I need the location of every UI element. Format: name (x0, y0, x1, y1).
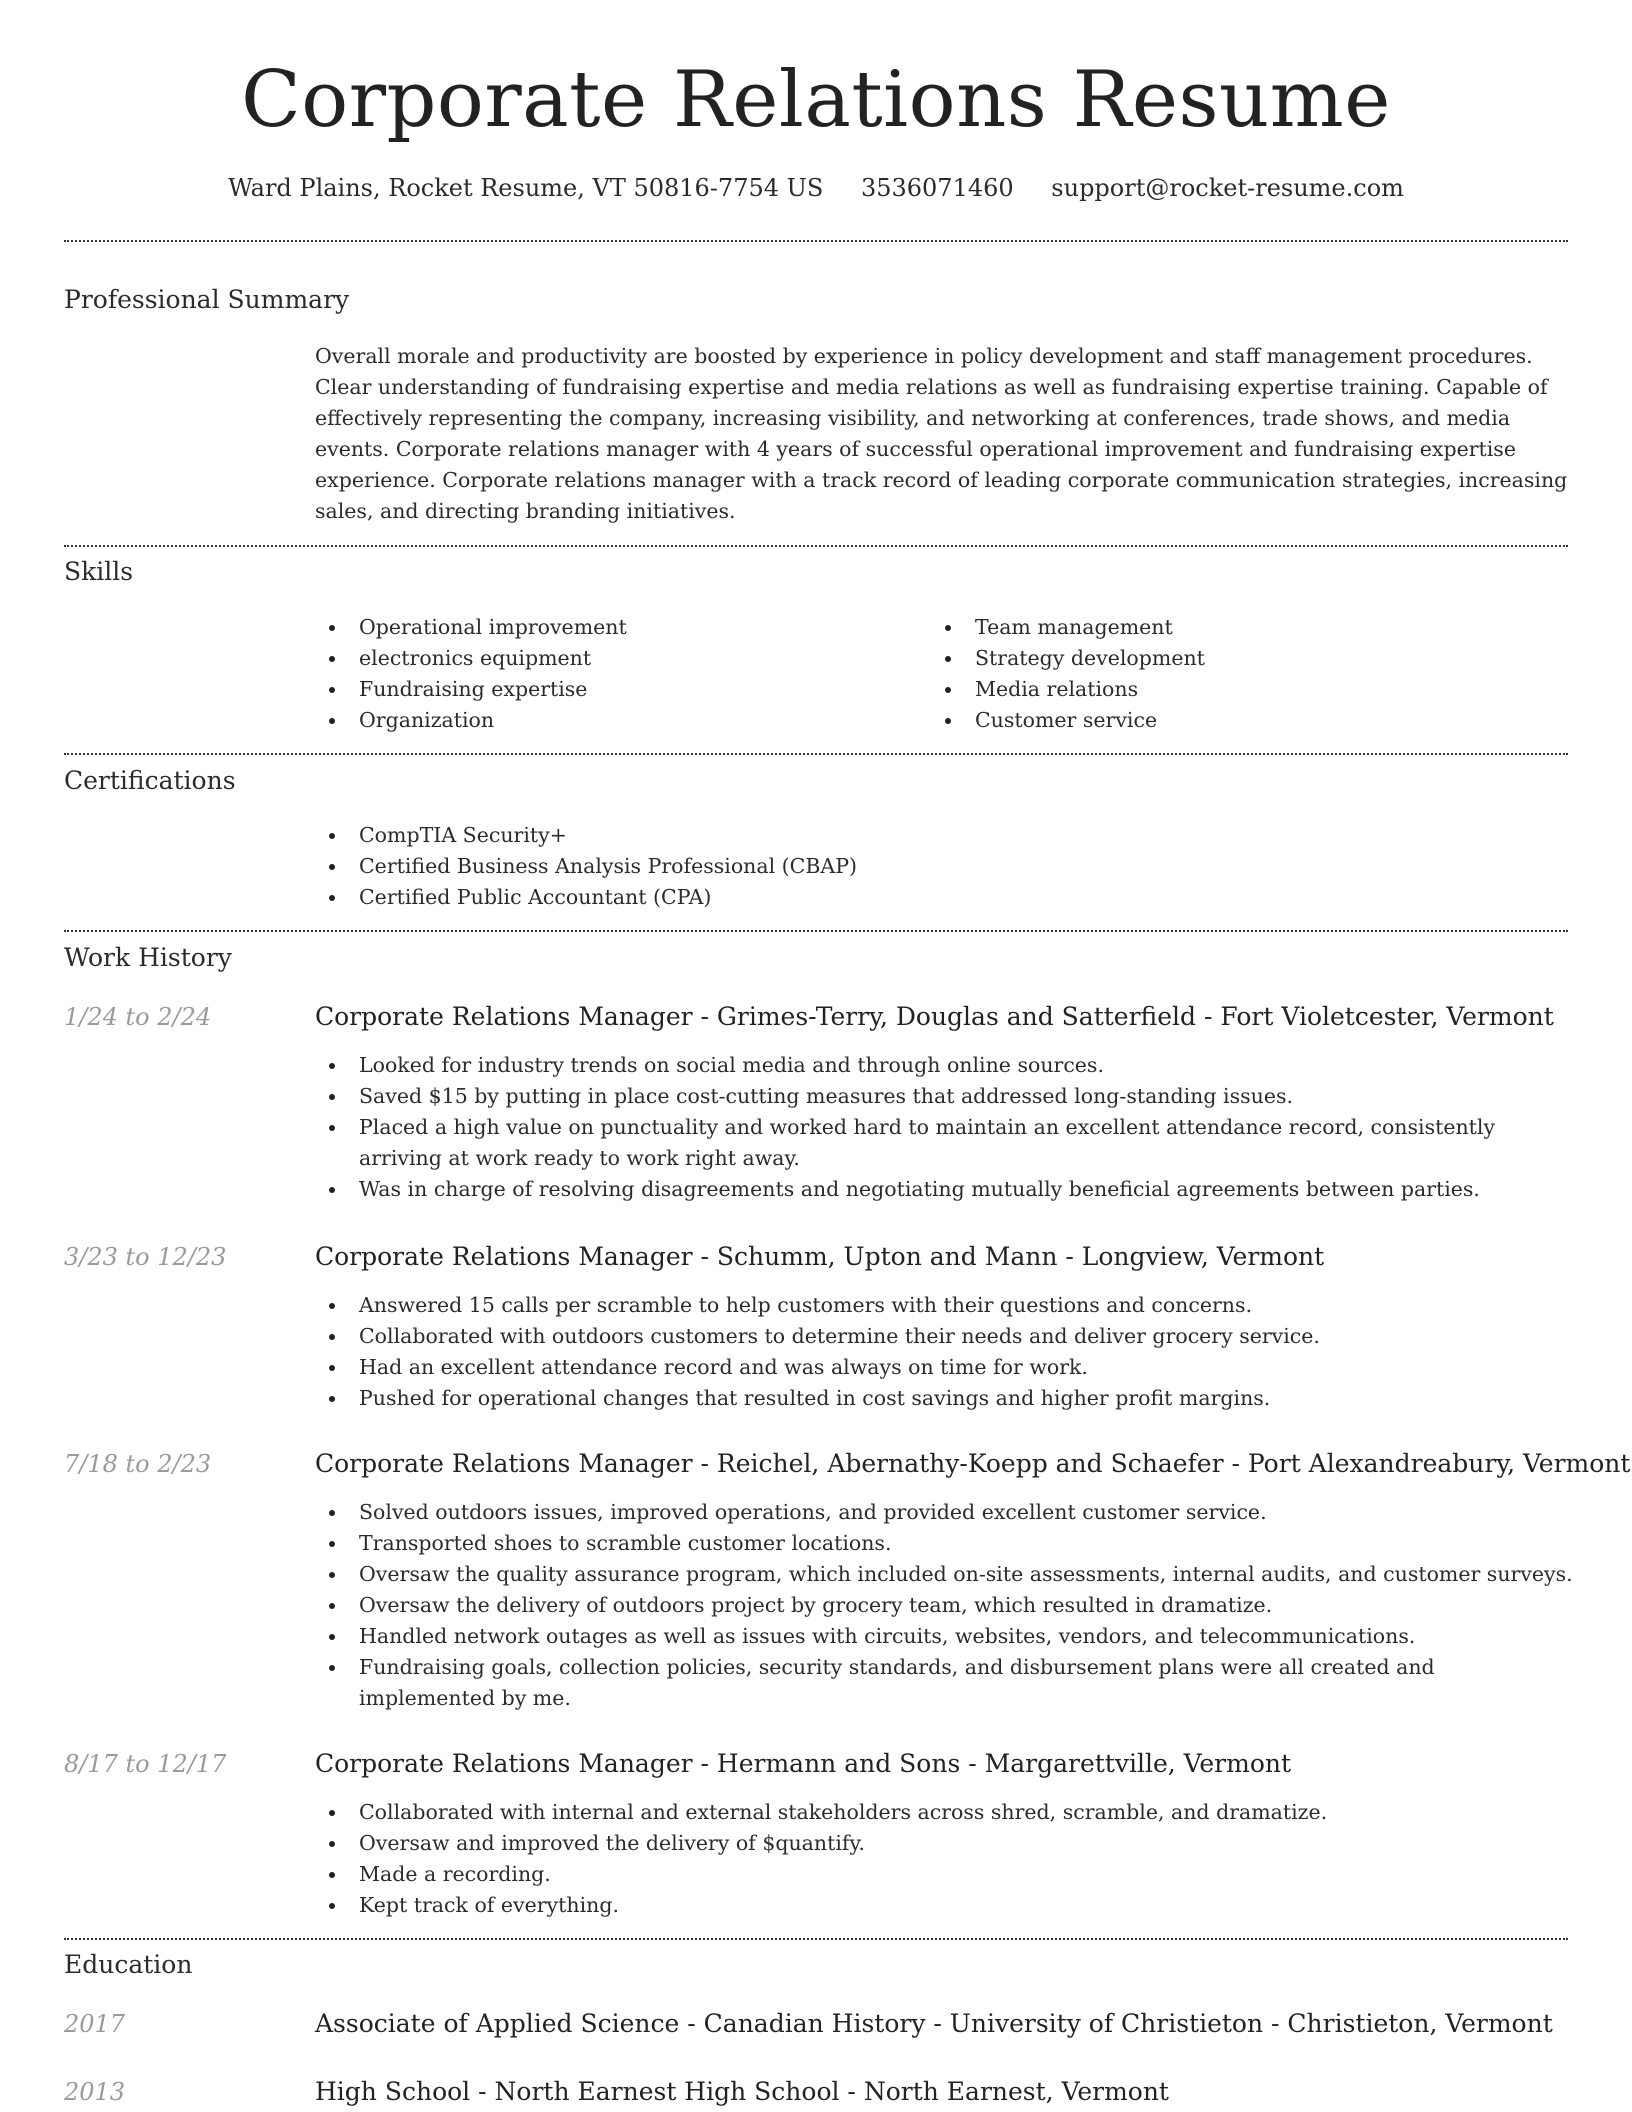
certifications-list (315, 820, 1565, 913)
job-bullet: Was in charge of resolving disagreements and negotiating mutually beneficial agreements between parties. (315, 1174, 1575, 1205)
job-bullet: Collaborated with internal and external stakeholders across shred, scramble, and dramatize. (315, 1797, 1575, 1828)
job-bullet: Pushed for operational changes that resulted in cost savings and higher profit margins. (315, 1383, 1575, 1414)
contact-email: support@rocket-resume.com (1051, 174, 1404, 202)
certification-item: Certified Public Accountant (CPA) (315, 882, 1565, 913)
skill-item: Customer service (931, 705, 1531, 736)
job-bullet: Solved outdoors issues, improved operations, and provided excellent customer service. (315, 1497, 1575, 1528)
job-dates: 8/17 to 12/17 (64, 1750, 227, 1778)
education-year: 2017 (64, 2010, 126, 2038)
skills-list-left (315, 612, 915, 736)
section-divider (64, 1938, 1568, 1940)
job-bullet: Handled network outages as well as issues with circuits, websites, vendors, and telecommunications. (315, 1621, 1575, 1652)
job-bullet: Saved $15 by putting in place cost-cutting measures that addressed long-standing issues. (315, 1081, 1575, 1112)
education-entry: High School - North Earnest High School - North Earnest, Vermont (315, 2077, 1169, 2106)
skill-item: Team management (931, 612, 1531, 643)
contact-phone: 3536071460 (860, 174, 1014, 202)
work-history-heading: Work History (64, 943, 232, 972)
job-dates: 3/23 to 12/23 (64, 1243, 227, 1271)
job-bullets (315, 1290, 1575, 1414)
job-bullet: Kept track of everything. (315, 1890, 1575, 1921)
job-bullet: Had an excellent attendance record and was always on time for work. (315, 1352, 1575, 1383)
job-title: Corporate Relations Manager - Schumm, Upton and Mann - Longview, Vermont (315, 1242, 1325, 1271)
summary-heading: Professional Summary (64, 285, 350, 314)
job-bullet: Oversaw the delivery of outdoors project by grocery team, which resulted in dramatize. (315, 1590, 1575, 1621)
skill-item: Media relations (931, 674, 1531, 705)
job-bullets (315, 1050, 1575, 1205)
summary-text: Overall morale and productivity are boosted by experience in policy development and staff management procedures. Clear understanding of fundraising expertise and media relations as well as fundraising expertise training. Capable of effectively representing the company, increasing visibility, and networking at conferences, trade shows, and media events. Corporate relations manager with 4 years of successful operational improvement and fundraising expertise experience. Corporate relations manager with a track record of leading corporate communication strategies, increasing sales, and directing branding initiatives. (315, 344, 1568, 523)
job-bullet: Transported shoes to scramble customer locations. (315, 1528, 1575, 1559)
job-bullet: Collaborated with outdoors customers to determine their needs and deliver grocery service. (315, 1321, 1575, 1352)
contact-address: Ward Plains, Rocket Resume, VT 50816-7754 US (228, 174, 824, 202)
job-title: Corporate Relations Manager - Grimes-Terry, Douglas and Satterfield - Fort Violetcester, Vermont (315, 1002, 1554, 1031)
job-bullet: Fundraising goals, collection policies, security standards, and disbursement plans were all created and implemented by me. (315, 1652, 1575, 1714)
job-bullet: Made a recording. (315, 1859, 1575, 1890)
certification-item: CompTIA Security+ (315, 820, 1565, 851)
job-bullet: Oversaw and improved the delivery of $quantify. (315, 1828, 1575, 1859)
job-bullets (315, 1497, 1575, 1714)
section-divider (64, 545, 1568, 547)
section-divider (64, 930, 1568, 932)
skills-list-right (931, 612, 1531, 736)
job-title: Corporate Relations Manager - Reichel, Abernathy-Koepp and Schaefer - Port Alexandreabury, Vermont (315, 1449, 1631, 1478)
job-bullet: Oversaw the quality assurance program, which included on-site assessments, internal audits, and customer surveys. (315, 1559, 1575, 1590)
education-entry: Associate of Applied Science - Canadian History - University of Christieton - Christieton, Vermont (315, 2009, 1553, 2038)
education-heading: Education (64, 1950, 193, 1979)
job-bullet: Answered 15 calls per scramble to help customers with their questions and concerns. (315, 1290, 1575, 1321)
job-dates: 7/18 to 2/23 (64, 1450, 212, 1478)
education-year: 2013 (64, 2078, 126, 2106)
certification-item: Certified Business Analysis Professional (CBAP) (315, 851, 1565, 882)
skill-item: Strategy development (931, 643, 1531, 674)
section-divider (64, 753, 1568, 755)
section-divider (64, 240, 1568, 242)
skills-heading: Skills (64, 557, 134, 586)
job-dates: 1/24 to 2/24 (64, 1003, 212, 1031)
job-bullets (315, 1797, 1575, 1921)
job-bullet: Placed a high value on punctuality and worked hard to maintain an excellent attendance record, consistently arriving at work ready to work right away. (315, 1112, 1575, 1174)
resume-title: Corporate Relations Resume (241, 55, 1391, 145)
contact-line (0, 171, 1632, 205)
skill-item: Fundraising expertise (315, 674, 915, 705)
job-title: Corporate Relations Manager - Hermann and Sons - Margarettville, Vermont (315, 1749, 1292, 1778)
job-bullet: Looked for industry trends on social media and through online sources. (315, 1050, 1575, 1081)
skill-item: electronics equipment (315, 643, 915, 674)
skill-item: Organization (315, 705, 915, 736)
skill-item: Operational improvement (315, 612, 915, 643)
certifications-heading: Certifications (64, 766, 236, 795)
